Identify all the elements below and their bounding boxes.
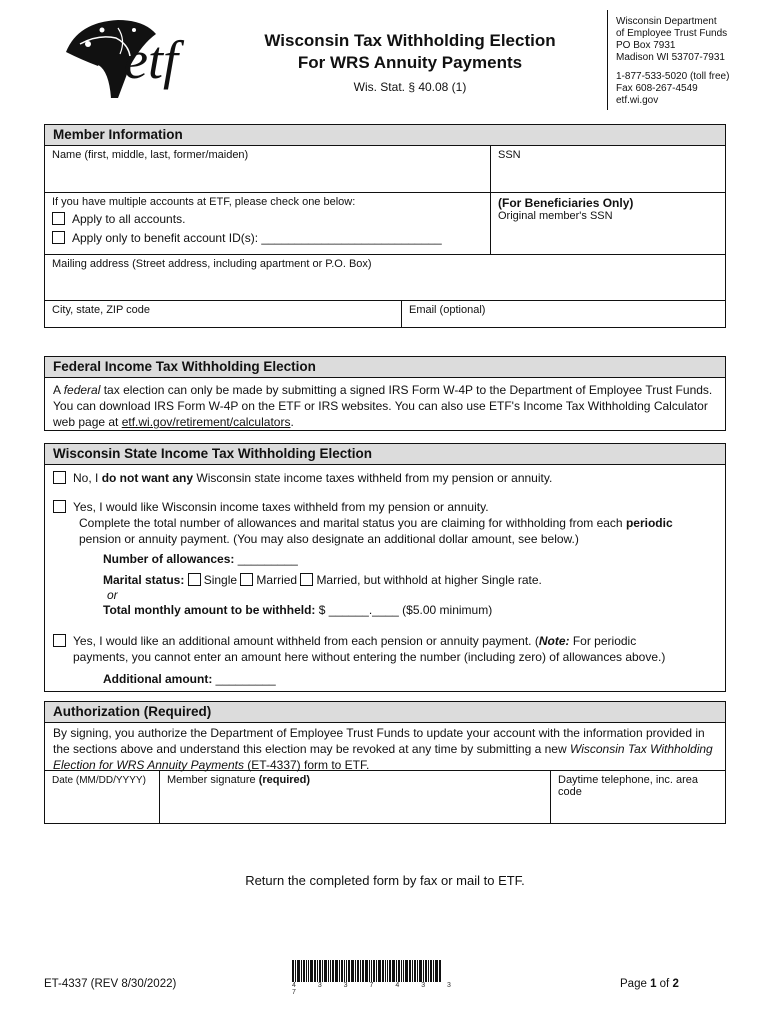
yes-label: Yes, I would like Wisconsin income taxes withheld from my pension or annuity. <box>73 500 489 514</box>
state-withholding-section: Wisconsin State Income Tax Withholding Election No, I do not want any Wisconsin state income taxes withheld from my pension or annuity. Yes, I would like Wisconsin income taxes withheld from my pension or annuity. Complete the total number of allowances and marital status you are claiming for withholding from each periodic pension or annuity payment. (You may also designate an additional dollar amount, see below.) Number of allowances: _________ Marital status: Single Married Married, but withhold at higher Single rate. or Total monthly amount to be withheld: $ ______.____ ($5.00 minimum) Yes, I would like an additional amount withheld from each pension or annuity payment. (Note: For periodic payments, you cannot enter an amount here without entering the number (including zero) of allowances above.) Additional amount: _________ <box>44 443 726 692</box>
beneficiaries-label: (For Beneficiaries Only) <box>498 196 634 210</box>
no-withholding-checkbox[interactable] <box>53 471 66 484</box>
married-higher-checkbox[interactable] <box>300 573 313 586</box>
city-label: City, state, ZIP code <box>52 304 151 316</box>
signature-field[interactable]: Member signature (required) <box>159 770 551 823</box>
email-label: Email (optional) <box>409 304 486 316</box>
date-field[interactable] <box>45 770 159 823</box>
phone-field[interactable] <box>551 770 725 823</box>
ssn-label: SSN <box>498 149 521 161</box>
address-line: Madison WI 53707-7931 <box>616 52 725 63</box>
address-line: PO Box 7931 <box>616 40 676 51</box>
calculator-link[interactable]: etf.wi.gov/retirement/calculators <box>121 415 291 429</box>
complete-instructions: Complete the total number of allowances and marital status you are claiming for withholding from each periodic pension or annuity payment. (You may also designate an additional dollar amount, see below.) <box>79 516 673 546</box>
name-label: Name (first, middle, last, former/maiden) <box>52 149 249 161</box>
email-field[interactable] <box>401 300 725 327</box>
apply-all-label: Apply to all accounts. <box>72 212 186 226</box>
address-line: of Employee Trust Funds <box>616 28 728 39</box>
barcode-digits: 4 3 3 7 4 3 3 7 <box>292 982 461 996</box>
or-label: or <box>107 588 118 602</box>
phone-label: Daytime telephone, inc. area code <box>558 774 699 798</box>
etf-logo <box>58 14 208 106</box>
page-number: Page 1 of 2 <box>620 978 679 990</box>
agency-address <box>616 16 766 107</box>
marital-status-row: Marital status: Single Married Married, but withhold at higher Single rate. <box>103 573 542 587</box>
additional-amount-checkbox[interactable] <box>53 634 66 647</box>
contact-line: Fax 608-267-4549 <box>616 83 698 94</box>
additional-note: payments, you cannot enter an amount here without entering the number (including zero) of allowances above.) <box>73 650 666 664</box>
authorization-text: By signing, you authorize the Department of Employee Trust Funds to update your account with the information provided in the sections above and understand this election may be revoked at any time by submitting a new Wisconsin Tax Withholding Election for WRS Annuity Payments (ET-4337) form to ETF. <box>53 726 713 772</box>
member-information-section <box>44 124 726 328</box>
name-field[interactable] <box>45 146 490 192</box>
apply-all-checkbox[interactable] <box>52 212 65 225</box>
contact-line: etf.wi.gov <box>616 95 659 106</box>
section-heading: Wisconsin State Income Tax Withholding Election <box>45 444 725 465</box>
apply-only-checkbox[interactable] <box>52 231 65 244</box>
barcode <box>292 960 460 982</box>
apply-only-label[interactable]: Apply only to benefit account ID(s): ___________________________ <box>72 231 442 245</box>
mailing-address-field[interactable] <box>45 254 725 300</box>
mailing-address-label: Mailing address (Street address, including apartment or P.O. Box) <box>52 258 372 270</box>
married-checkbox[interactable] <box>240 573 253 586</box>
federal-text: A federal tax election can only be made by submitting a signed IRS Form W-4P to the Department of Employee Trust Funds. You can download IRS Form W-4P on the ETF or IRS websites. You can also use ETF's Income Tax Withholding Calculator web page at etf.wi.gov/retirement/calculators. <box>53 383 713 429</box>
header-divider <box>607 10 608 110</box>
form-title-line1: Wisconsin Tax Withholding Election <box>264 31 556 50</box>
account-choice <box>45 192 490 254</box>
city-state-zip-field[interactable] <box>45 300 401 327</box>
section-heading: Federal Income Tax Withholding Election <box>45 357 725 378</box>
address-line: Wisconsin Department <box>616 16 717 27</box>
section-heading: Authorization (Required) <box>45 702 725 723</box>
form-title-line2: For WRS Annuity Payments <box>297 53 523 72</box>
authorization-section <box>44 701 726 824</box>
statute: Wis. Stat. § 40.08 (1) <box>353 80 467 94</box>
logo-text: etf <box>124 30 178 90</box>
original-ssn-label: Original member's SSN <box>498 210 613 222</box>
contact-line: 1-877-533-5020 (toll free) <box>616 71 730 82</box>
allowances-field[interactable]: Number of allowances: _________ <box>103 552 298 566</box>
single-checkbox[interactable] <box>188 573 201 586</box>
additional-amount-field[interactable]: Additional amount: _________ <box>103 672 276 686</box>
return-instructions: Return the completed form by fax or mail to ETF. <box>245 873 525 888</box>
multi-account-label: If you have multiple accounts at ETF, please check one below: <box>52 196 356 208</box>
form-id: ET-4337 (REV 8/30/2022) <box>44 978 177 990</box>
ssn-field[interactable] <box>490 146 725 192</box>
section-heading: Member Information <box>45 125 725 146</box>
total-amount-field[interactable]: Total monthly amount to be withheld: $ ______.____ ($5.00 minimum) <box>103 603 493 617</box>
original-ssn-field[interactable] <box>490 192 725 254</box>
yes-withholding-checkbox[interactable] <box>53 500 66 513</box>
federal-withholding-section <box>44 356 726 431</box>
date-label: Date (MM/DD/YYYY) <box>52 775 146 786</box>
